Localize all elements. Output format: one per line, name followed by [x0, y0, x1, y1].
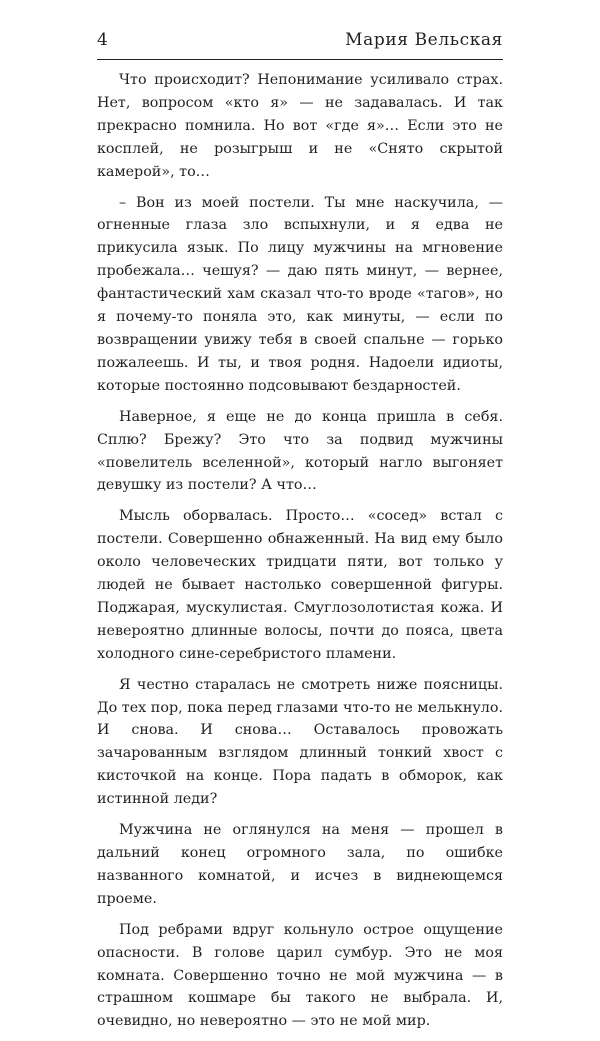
paragraph: Что происходит? Непонимание усиливало страх. Нет, вопросом «кто я» — не задавалась. И так прекрасно помнила. Но вот «где я»… Если это не косплей, не розыгрыш и не «Снято скрытой камерой», то… [97, 72, 503, 180]
paragraph: Я честно старалась не смотреть ниже поясницы. До тех пор, пока перед глазами что-то не мелькнуло. И снова. И снова… Оставалось провожать зачарованным взглядом длинный тонкий хвост с кисточкой на конце. Пора падать в обморок, как истинной леди? [97, 676, 503, 808]
paragraph: – Вон из моей постели. Ты мне наскучила, — огненные глаза зло вспыхнули, и я едва не прикусила язык. По лицу мужчины на мгновение пробежала… чешуя? — даю пять минут, — вернее, фантастический хам сказал что-то вроде «тагов», но я почему-то поняла это, как минуты, — если по возвращении увижу тебя в своей спальне — горько пожалеешь. И ты, и твоя родня. Надоели идиоты, которые постоянно подсовывают бездарностей. [97, 194, 503, 394]
running-title: Мария Вельская [345, 30, 503, 50]
paragraph: Мысль оборвалась. Просто… «сосед» встал с постели. Совершенно обнаженный. На вид ему было около человеческих тридцати пяти, вот только у людей не бывает настолько совершенной фигуры. Поджарая, мускулистая. Смуглозолотистая кожа. И невероятно длинные волосы, почти до пояса, цвета холодного сине-серебристого пламени. [97, 508, 503, 662]
body-text [97, 69, 503, 1041]
paragraph: Наверное, я еще не до конца пришла в себя. Сплю? Брежу? Это что за подвид мужчины «повелитель вселенной», который нагло выгоняет девушку из постели? А что… [97, 408, 503, 494]
paragraph: Под ребрами вдруг кольнуло острое ощущение опасности. В голове царил сумбур. Это не моя комната. Совершенно точно не мой мужчина — в страшном кошмаре бы такого не выбрала. И, очевидно, но невероятно — это не мой мир. [97, 921, 503, 1030]
page-header [97, 30, 503, 60]
page-number: 4 [97, 30, 109, 50]
paragraph: Мужчина не оглянулся на меня — прошел в дальний конец огромного зала, по ошибке названного комнатой, и исчез в виднеющемся проеме. [97, 822, 503, 907]
header-rule [97, 59, 503, 60]
